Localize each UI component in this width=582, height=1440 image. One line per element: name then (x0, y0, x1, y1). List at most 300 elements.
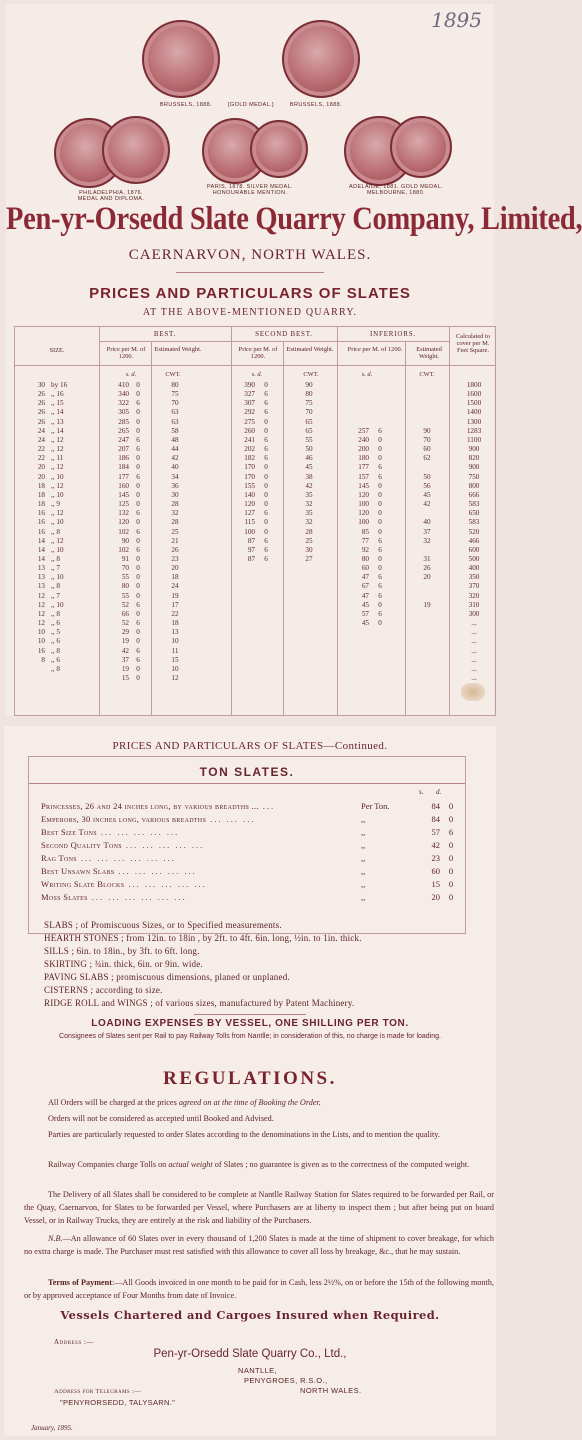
table-cell: 90 (305, 381, 313, 389)
unit-d: d. (436, 788, 442, 796)
table-cell: 28 (305, 527, 313, 536)
continued-title: PRICES AND PARTICULARS OF SLATES—Continued. (112, 740, 388, 752)
table-cell: ... (471, 655, 477, 664)
table-cell: 241 (244, 435, 255, 444)
table-cell: 60 (423, 445, 431, 454)
price-header: Price per M. of 1200. (106, 346, 146, 360)
table-cell: 24 (171, 582, 179, 591)
table-cell: 14 (37, 554, 45, 563)
table-cell: 0 (136, 417, 140, 426)
table-cell: 184 (118, 463, 129, 472)
table-cell (375, 390, 385, 399)
unit-cwt: CWT. (303, 371, 319, 378)
table-cell: 55 (121, 591, 129, 600)
table-cell: 52 (121, 600, 129, 609)
table-cell: 275 (244, 417, 255, 426)
table-cell: 10 (171, 664, 179, 673)
table-cell: 0 (378, 527, 382, 536)
table-cell: 6 (378, 573, 382, 582)
table-cell (415, 418, 439, 427)
table-cell: 0 (136, 518, 140, 527)
table-cell: 87 (247, 536, 255, 545)
regulations-title: REGULATIONS. (163, 1068, 337, 1089)
table-cell: 87 (247, 554, 255, 563)
table-cell: 820 (468, 454, 480, 463)
table-cell: 6 (264, 454, 268, 463)
table-cell: 55 (121, 573, 129, 582)
table-cell: 18 (37, 481, 45, 490)
ton-row: Princesses, 26 and 24 inches long, by various breadths ... ... Per Ton. 84 0 (41, 801, 454, 811)
table-cell: ,, 8 (51, 582, 60, 591)
table-cell: 22 (37, 454, 45, 463)
table-cell: 0 (264, 381, 268, 389)
table-divider (405, 341, 406, 715)
table-cell: 32 (423, 536, 431, 545)
table-cell: 247 (118, 435, 129, 444)
table-cell: 370 (468, 582, 480, 591)
table-cell: 47 (361, 591, 369, 600)
table-cell: 1400 (466, 408, 482, 417)
regulation-5: The Delivery of all Slates shall be considered to be complete at Nantlle Railway Station for Slates required to be forwarded per Rail, or the Quay, Caernarvon, for Slates to be forwarded per Vessel, where Purchasers are at liberty to inspect them ; but after being put on board Vessel, or in Railway Trucks, they are entirely at the risk and liability of the Purchasers. (24, 1190, 494, 1225)
table-cell: 28 (171, 500, 179, 509)
table-cell: 182 (244, 454, 255, 463)
table-cell: 0 (136, 637, 140, 646)
table-cell: 13 (37, 573, 45, 582)
table-cell (415, 592, 439, 601)
table-cell: 14 (37, 536, 45, 545)
table-divider (15, 365, 495, 366)
table-cell: 27 (305, 554, 313, 563)
table-cell: 340 (118, 390, 129, 399)
table-cell: 80 (305, 390, 313, 399)
table-cell: 1100 (466, 435, 482, 444)
divider (194, 1014, 306, 1015)
table-cell: 70 (305, 408, 313, 417)
table-cell: 6 (136, 435, 140, 444)
table-cell: 34 (171, 472, 179, 481)
terms-of-payment: Terms of Payment:—All Goods invoiced in one month to be paid for in Cash, less 2½%, on or before the 15th of the following month, or by approved acceptance of Four Months from date of Invoice. (24, 1278, 494, 1300)
table-cell: 120 (118, 518, 129, 527)
table-cell: 666 (468, 490, 480, 499)
table-cell: 31 (423, 554, 431, 563)
table-cell: 327 (244, 390, 255, 399)
table-cell: 42 (423, 500, 431, 509)
table-cell: 40 (423, 518, 431, 527)
ton-row: Writing Slate Blocks ... ... ... ... ... ,, 15 0 (41, 879, 454, 889)
table-cell: 1600 (466, 390, 482, 399)
table-cell: 35 (305, 490, 313, 499)
table-cell: 12 (37, 591, 45, 600)
table-cell: 583 (468, 500, 480, 509)
size-col-b (51, 381, 91, 674)
cover-col (459, 381, 489, 683)
table-cell: 40 (171, 463, 179, 472)
table-cell: 350 (468, 573, 480, 582)
table-cell (415, 546, 439, 555)
table-cell: 6 (136, 445, 140, 454)
table-cell: 97 (247, 545, 255, 554)
table-cell: 62 (423, 454, 431, 463)
table-cell: 292 (244, 408, 255, 417)
table-cell: 77 (361, 536, 369, 545)
table-cell: 0 (136, 564, 140, 573)
second-weight-col (297, 381, 321, 564)
table-cell: 50 (423, 472, 431, 481)
table-cell: 12 (37, 600, 45, 609)
table-cell: 0 (136, 591, 140, 600)
table-cell: 0 (378, 619, 382, 628)
table-cell: ... (471, 619, 477, 628)
group-header-best: BEST. (153, 330, 177, 338)
table-cell: 30 (305, 545, 313, 554)
table-cell: 11 (171, 646, 179, 655)
misc-item: HEARTH STONES ; from 12in. to 18in , by 2ft. to 4ft. 6in. long, ½in. to 1in. thick. (44, 933, 362, 943)
table-cell (375, 418, 385, 427)
table-cell: 0 (136, 426, 140, 435)
table-cell: ,, 7 (51, 564, 60, 573)
table-cell: 6 (136, 527, 140, 536)
table-cell: ,, 6 (51, 637, 60, 646)
table-cell: 26 (37, 417, 45, 426)
table-cell: 180 (358, 454, 369, 463)
table-cell: ,, 8 (51, 554, 60, 563)
table-cell: 18 (171, 573, 179, 582)
unit-sd: s. d. (125, 371, 137, 378)
table-cell: 0 (136, 536, 140, 545)
table-cell: 0 (264, 463, 268, 472)
table-cell: 20 (37, 472, 45, 481)
table-cell: 0 (264, 518, 268, 527)
table-cell: 6 (136, 619, 140, 628)
table-cell: 21 (171, 536, 179, 545)
table-cell: 37 (121, 655, 129, 664)
table-cell: ,, 9 (51, 500, 60, 509)
table-cell (351, 381, 369, 390)
table-cell: 55 (305, 435, 313, 444)
table-cell: 18 (37, 500, 45, 509)
table-cell: 19 (423, 600, 431, 609)
table-cell: 92 (361, 545, 369, 554)
table-cell: 0 (136, 609, 140, 618)
table-cell: 56 (423, 481, 431, 490)
table-cell: 6 (378, 463, 382, 472)
medal-caption: ADELAIDE, 1881. GOLD MEDAL. MELBOURNE, 1880. (349, 184, 443, 196)
table-cell: 25 (171, 527, 179, 536)
ton-row: Best Size Tons ... ... ... ... ... ,, 57 6 (41, 827, 454, 837)
table-cell: 127 (244, 509, 255, 518)
table-cell: 177 (358, 463, 369, 472)
size-col-a (27, 381, 45, 665)
table-cell: 32 (305, 518, 313, 527)
table-cell: ,, 14 (51, 408, 64, 417)
regulation-4: Railway Companies charge Tolls on actual weight of Slates ; no guarantee is given as to the correctness of the computed weight. (48, 1160, 470, 1169)
unit-sd: s. d. (251, 371, 263, 378)
table-cell: 120 (244, 500, 255, 509)
table-cell: ... (471, 646, 477, 655)
document-date: January, 1895. (31, 1424, 73, 1432)
table-cell: 10 (37, 637, 45, 646)
inferiors-weight-col (415, 381, 439, 610)
table-cell: 6 (264, 390, 268, 399)
table-cell: 305 (118, 408, 129, 417)
table-cell: 100 (358, 518, 369, 527)
ton-row: Emperors, 30 inches long, various breadths ... ... ... ,, 84 0 (41, 814, 454, 824)
table-divider (449, 327, 450, 715)
table-cell: 50 (305, 445, 313, 454)
table-cell: 65 (305, 417, 313, 426)
table-cell: 390 (244, 381, 255, 389)
vessels-note: Vessels Chartered and Cargoes Insured when Required. (60, 1308, 440, 1322)
table-cell: 6 (264, 435, 268, 444)
divider (29, 783, 465, 784)
table-cell (351, 408, 369, 417)
second-pence-col (261, 381, 271, 564)
table-cell: 66 (121, 609, 129, 618)
table-cell: 0 (264, 472, 268, 481)
table-cell: 583 (468, 518, 480, 527)
table-cell: ,, 10 (51, 490, 64, 499)
table-cell: ,, 12 (51, 463, 64, 472)
medal-caption: PHILADELPHIA, 1876. MEDAL AND DIPLOMA. (77, 190, 145, 202)
unit-sd: s. d. (361, 371, 373, 378)
table-cell: ,, 12 (51, 536, 64, 545)
table-cell: 0 (378, 600, 382, 609)
table-cell: 63 (171, 408, 179, 417)
table-cell: 320 (468, 591, 480, 600)
table-cell: 18 (171, 619, 179, 628)
table-cell: ... (471, 664, 477, 673)
table-cell: ... (471, 637, 477, 646)
table-cell: 12 (37, 609, 45, 618)
ton-slates-title: TON SLATES. (199, 765, 295, 779)
prices-subtitle: AT THE ABOVE-MENTIONED QUARRY. (142, 307, 358, 318)
table-cell: 14 (37, 545, 45, 554)
table-cell: 125 (118, 500, 129, 509)
table-cell: 170 (244, 463, 255, 472)
table-cell: 63 (171, 417, 179, 426)
table-cell: 186 (118, 454, 129, 463)
regulation-3: Parties are particularly requested to order Slates according to the denominations in the Lists, and to mention the quality. (48, 1130, 440, 1139)
table-cell: 0 (264, 481, 268, 490)
table-cell: 200 (358, 445, 369, 454)
table-cell: 6 (136, 655, 140, 664)
handwritten-year: 1895 (431, 8, 482, 32)
table-cell: 0 (378, 554, 382, 563)
table-cell: ,, 10 (51, 600, 64, 609)
inferiors-shillings-col (351, 381, 369, 628)
table-cell: ,, 16 (51, 390, 64, 399)
table-cell: 45 (305, 463, 313, 472)
table-cell: 0 (264, 426, 268, 435)
table-cell: 6 (264, 536, 268, 545)
table-cell: 0 (136, 490, 140, 499)
table-cell: 57 (361, 609, 369, 618)
table-cell: 140 (244, 490, 255, 499)
table-cell: 0 (136, 390, 140, 399)
table-cell: 6 (136, 646, 140, 655)
divider (176, 272, 324, 273)
table-cell: 6 (378, 591, 382, 600)
table-cell (375, 399, 385, 408)
table-cell: ,, 14 (51, 426, 64, 435)
inferiors-pence-col (375, 381, 385, 628)
table-cell: ,, 12 (51, 481, 64, 490)
table-cell: 600 (468, 545, 480, 554)
table-cell: 6 (264, 545, 268, 554)
table-cell: 170 (244, 472, 255, 481)
unit-cwt: CWT. (419, 371, 435, 378)
table-cell: ... (471, 674, 477, 682)
table-cell: 285 (118, 417, 129, 426)
table-cell: 310 (468, 600, 480, 609)
table-cell: 260 (244, 426, 255, 435)
table-cell: 44 (171, 445, 179, 454)
weight-header: Estimated Weight. (286, 346, 334, 353)
table-cell: 466 (468, 536, 480, 545)
table-cell: 0 (378, 454, 382, 463)
table-cell: 307 (244, 399, 255, 408)
table-cell: 115 (244, 518, 255, 527)
table-cell: 48 (171, 435, 179, 444)
table-cell: 102 (118, 545, 129, 554)
ink-stain (461, 683, 485, 701)
size-header: SIZE. (49, 347, 65, 354)
table-cell: 650 (468, 509, 480, 518)
table-cell: 6 (136, 600, 140, 609)
table-cell: 0 (378, 481, 382, 490)
table-cell: 13 (171, 628, 179, 637)
medal-caption: [GOLD MEDAL.] (228, 102, 274, 108)
table-cell: 102 (118, 527, 129, 536)
table-cell: ,, 5 (51, 628, 60, 637)
table-cell: 38 (305, 472, 313, 481)
telegram-address: "PENYRORSEDD, TALYSARN." (60, 1398, 176, 1407)
table-cell: 6 (378, 582, 382, 591)
company-location: CAERNARVON, NORTH WALES. (128, 247, 372, 263)
table-cell: 0 (136, 628, 140, 637)
table-cell: 300 (468, 609, 480, 618)
table-cell: 20 (37, 463, 45, 472)
table-cell: 0 (378, 564, 382, 573)
table-cell: 16 (37, 527, 45, 536)
table-cell: 16 (37, 509, 45, 518)
table-cell: 240 (358, 435, 369, 444)
table-cell: 70 (171, 399, 179, 408)
table-cell: 42 (171, 454, 179, 463)
weight-header: Estimated Weight. (154, 346, 202, 353)
table-cell: 16 (37, 518, 45, 527)
loading-expenses: LOADING EXPENSES BY VESSEL, ONE SHILLING PER TON. (91, 1018, 409, 1029)
table-cell: 47 (361, 573, 369, 582)
table-cell: ... (471, 628, 477, 637)
table-cell: 15 (171, 655, 179, 664)
table-cell (375, 408, 385, 417)
best-pence-col (133, 381, 143, 683)
table-cell: 0 (136, 664, 140, 673)
group-header-second-best: SECOND BEST. (255, 330, 313, 338)
regulation-6: N.B.—An allowance of 60 Slates over in every thousand of 1,200 Slates is made at the time of shipment to cover breakage, for which no extra charge is made. The Purchaser must rest satisfied with this allowance to cover all loss by breakage, &c., that he may sustain. (24, 1234, 494, 1256)
table-cell: 13 (37, 582, 45, 591)
table-cell: 25 (305, 536, 313, 545)
table-cell: 65 (305, 426, 313, 435)
table-cell: 90 (121, 536, 129, 545)
table-cell: ,, 6 (51, 619, 60, 628)
second-shillings-col (237, 381, 255, 564)
table-cell: 60 (361, 564, 369, 573)
group-header-inferiors: INFERIORS. (370, 330, 416, 338)
table-cell: ,, 10 (51, 472, 64, 481)
table-cell: 6 (264, 509, 268, 518)
table-cell: 322 (118, 399, 129, 408)
table-cell: 120 (358, 490, 369, 499)
table-cell (351, 399, 369, 408)
table-cell: 6 (378, 545, 382, 554)
table-cell: 6 (136, 545, 140, 554)
table-cell: 28 (171, 518, 179, 527)
table-cell (415, 463, 439, 472)
ton-row: Best Unsawn Slabs ... ... ... ... ... ,, 60 0 (41, 866, 454, 876)
table-cell: 17 (171, 600, 179, 609)
table-cell: 0 (378, 500, 382, 509)
table-cell (415, 408, 439, 417)
medal-melbourne (390, 116, 452, 178)
table-cell: 6 (136, 399, 140, 408)
table-cell: 0 (378, 445, 382, 454)
table-cell: 80 (171, 381, 179, 389)
table-cell: 0 (264, 490, 268, 499)
medal-caption: BRUSSELS, 1888. (159, 102, 213, 108)
address-line: PENYGROES, R.S.O., (244, 1376, 328, 1385)
table-cell: 265 (118, 426, 129, 435)
table-cell: 45 (423, 490, 431, 499)
table-cell: 80 (361, 554, 369, 563)
table-divider (337, 327, 338, 715)
table-cell: 91 (121, 554, 129, 563)
misc-item: PAVING SLABS ; promiscuous dimensions, planed or unplaned. (44, 972, 290, 982)
table-cell: 6 (378, 426, 382, 435)
table-cell: 80 (121, 582, 129, 591)
table-divider (231, 327, 232, 715)
cover-header: Calculated to cover per M. Feet Square. (456, 333, 490, 354)
medal-brussels-reverse (282, 20, 360, 98)
table-cell: 58 (171, 426, 179, 435)
ton-row: Moss Slates ... ... ... ... ... ... ,, 20 0 (41, 892, 454, 902)
table-cell: by 16 (51, 381, 68, 389)
table-cell: ,, 13 (51, 417, 64, 426)
table-cell: 26 (423, 564, 431, 573)
table-cell (415, 582, 439, 591)
table-cell: 6 (378, 472, 382, 481)
table-cell: 36 (171, 481, 179, 490)
table-cell: 70 (121, 564, 129, 573)
table-cell: 29 (121, 628, 129, 637)
misc-item: SKIRTING ; ¾in. thick, 6in. or 9in. wide. (44, 959, 203, 969)
table-cell: 42 (121, 646, 129, 655)
table-cell: ,, 12 (51, 509, 64, 518)
table-cell: 6 (136, 509, 140, 518)
table-cell: 400 (468, 564, 480, 573)
table-cell: 46 (305, 454, 313, 463)
table-cell (351, 390, 369, 399)
table-cell (351, 418, 369, 427)
table-cell: 1300 (466, 417, 482, 426)
company-name: Pen-yr-Orsedd Slate Quarry Company, Limited, (6, 201, 582, 238)
best-weight-col (163, 381, 187, 683)
table-cell: 30 (37, 381, 45, 389)
address-line: NANTLLE, (238, 1366, 278, 1375)
medal-paris-reverse (250, 120, 308, 178)
table-divider (283, 341, 284, 715)
